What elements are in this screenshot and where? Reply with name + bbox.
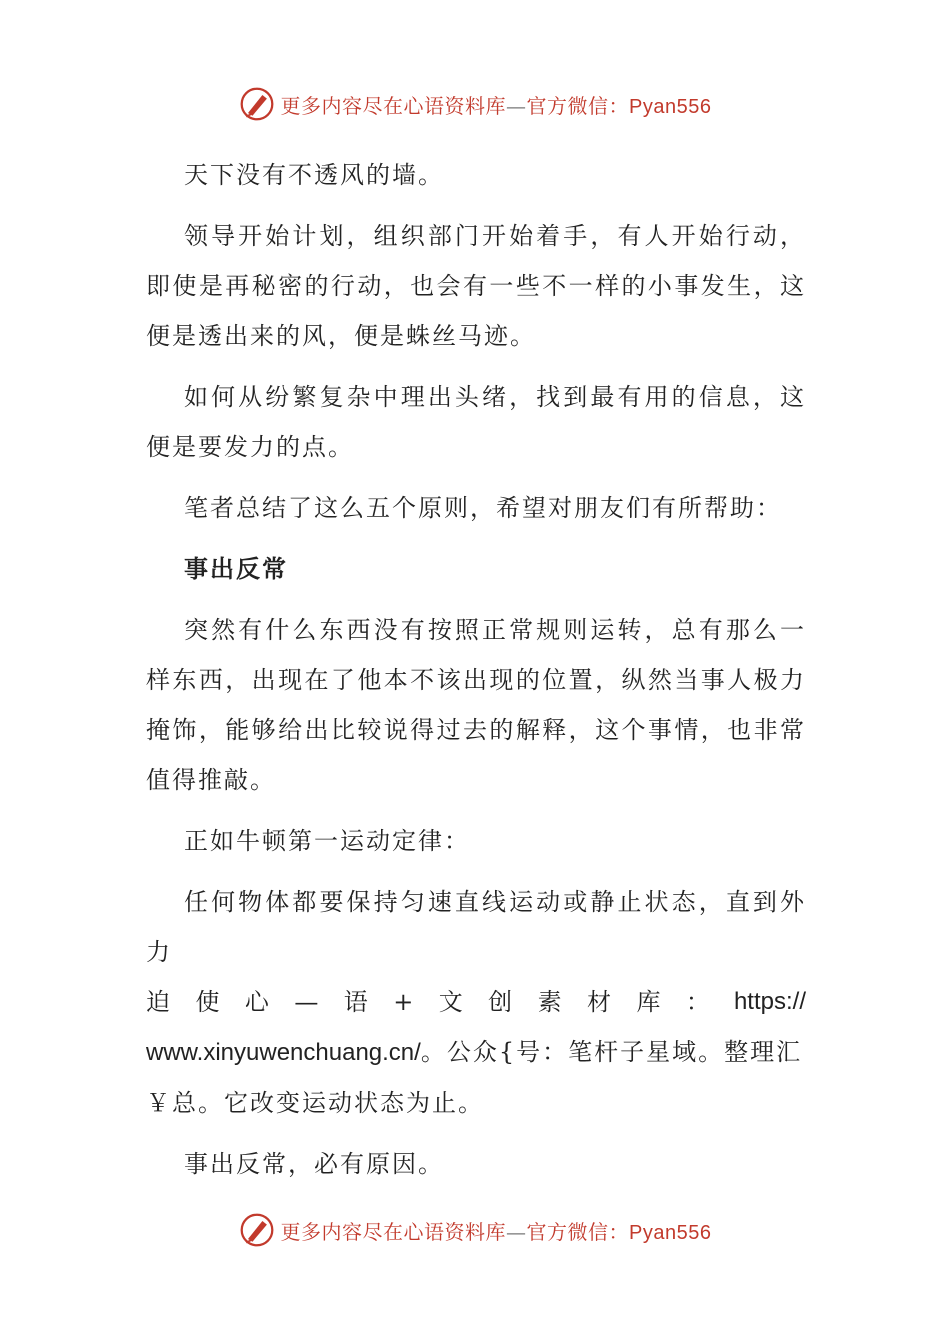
paragraph-4: 笔者总结了这么五个原则，希望对朋友们有所帮助：: [184, 494, 782, 522]
watermark-char: ：: [685, 988, 710, 1016]
pen-logo-icon: [239, 1212, 275, 1248]
watermark-char: 素: [537, 988, 562, 1016]
paragraph-7-line-3-text: 。公众{号：笔杆子星域。整理汇: [420, 1038, 803, 1066]
footer-text: [281, 1216, 712, 1245]
watermark-char: 使: [195, 988, 220, 1016]
header-separator: —: [506, 93, 527, 118]
paragraph-8: 事出反常，必有原因。: [184, 1150, 444, 1178]
url-rest: www.xinyuwenchuang.cn/: [146, 1039, 421, 1066]
watermark-char: 语: [343, 988, 368, 1016]
paragraph-5: 突然有什么东西没有按照正常规则运转，总有那么一样东西，出现在了他本不该出现的位置，纵然当事人极力掩饰，能够给出比较说得过去的解释，这个事情，也非常值得推敲。: [146, 616, 806, 794]
header-banner: [0, 84, 950, 124]
footer-brand: 更多内容尽在心语资料库: [280, 1219, 507, 1244]
paragraph-7-line-4: ￥总。它改变运动状态为止。: [146, 1089, 484, 1117]
paragraph-6: 正如牛顿第一运动定律：: [184, 827, 470, 855]
watermark-char: 库: [636, 988, 661, 1016]
document-body: [146, 150, 806, 1200]
watermark-char: 创: [488, 988, 513, 1016]
paragraph-3: 如何从纷繁复杂中理出头绪，找到最有用的信息，这便是要发力的点。: [146, 383, 806, 461]
paragraph-7-line-3: [146, 1027, 806, 1078]
watermark-char: 文: [438, 988, 463, 1016]
watermark-char: —: [294, 988, 319, 1016]
header-brand: 更多内容尽在心语资料库: [280, 93, 507, 118]
paragraph-7: [146, 877, 806, 1128]
watermark-char: 心: [244, 988, 269, 1016]
paragraph-7-line-2: [146, 977, 806, 1027]
url-start: https://: [733, 988, 806, 1015]
paragraph-2: 领导开始计划，组织部门开始着手，有人开始行动，即使是再秘密的行动，也会有一些不一样的小事发生，这便是透出来的风，便是蛛丝马迹。: [146, 222, 806, 350]
footer-separator: —: [506, 1219, 527, 1244]
pen-logo-icon: [239, 86, 275, 122]
footer-wechat-label: 官方微信：: [526, 1219, 630, 1244]
header-wechat-id: Pyan556: [629, 95, 712, 118]
watermark-char: +: [393, 988, 414, 1016]
watermark-chars: [146, 977, 734, 1027]
header-wechat-label: 官方微信：: [526, 93, 630, 118]
paragraph-1: 天下没有不透风的墙。: [184, 161, 444, 189]
watermark-char: 迫: [146, 988, 170, 1016]
section-heading: 事出反常: [184, 554, 288, 583]
footer-banner: [0, 1210, 950, 1250]
paragraph-7-line-1: 任何物体都要保持匀速直线运动或静止状态，直到外力: [146, 888, 806, 966]
footer-wechat-id: Pyan556: [629, 1221, 712, 1244]
watermark-char: 材: [587, 988, 612, 1016]
header-text: [281, 90, 712, 119]
